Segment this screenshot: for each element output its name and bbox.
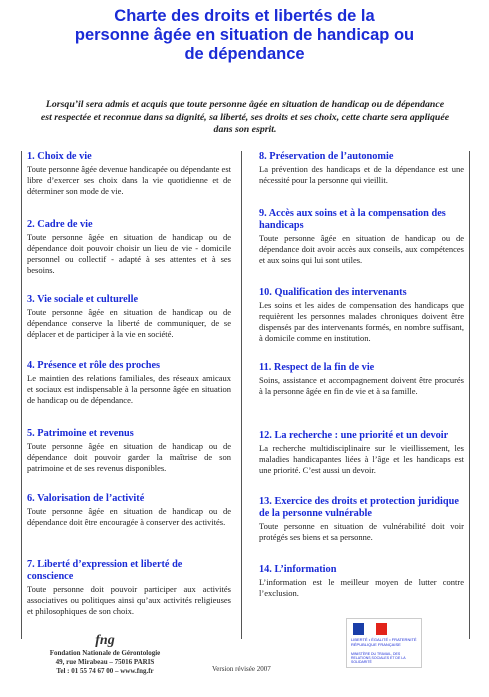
ministry-name: MINISTÈRE DU TRAVAIL, DES RELATIONS SOCIALES ET DE LA SOLIDARITÉ (351, 652, 406, 664)
article-text: L’information est le meilleur moyen de lutter contre l’exclusion. (259, 577, 464, 598)
article-7 (27, 559, 231, 617)
article-text: Toute personne doit pouvoir participer aux activités associatives ou politiques ainsi qu’aux activités religieuses et philosophiques de son choix. (27, 584, 231, 616)
republic-label: LIBERTÉ • ÉGALITÉ • FRATERNITÉ RÉPUBLIQUE FRANÇAISE (351, 637, 417, 647)
article-title: 11. Respect de la fin de vie (259, 362, 375, 373)
article-title: 4. Présence et rôle des proches (27, 360, 161, 371)
article-6 (27, 493, 231, 528)
article-text: Soins, assistance et accompagnement doivent être procurés à la personne âgée en fin de vie et à sa famille. (259, 375, 464, 396)
article-1 (27, 151, 231, 197)
article-title: 1. Choix de vie (27, 151, 92, 162)
article-title: 2. Cadre de vie (27, 219, 93, 230)
divider-middle (241, 151, 242, 639)
article-title: 9. Accès aux soins et à la compensation des handicaps (259, 208, 446, 231)
article-14 (259, 564, 464, 599)
article-text: La prévention des handicaps et de la dépendance est une nécessité pour la personne qui vieillit. (259, 164, 464, 185)
article-13 (259, 496, 464, 543)
article-text: Toute personne en situation de vulnérabilité doit voir protégés ses biens et sa personne. (259, 521, 464, 542)
article-text: Toute personne âgée en situation de handicap ou de dépendance doit pouvoir garder la maîtrise de son patrimoine et de ses revenus disponibles. (27, 441, 231, 473)
title-line-2: personne âgée en situation de handicap ou (74, 26, 415, 44)
article-title: 12. La recherche : une priorité et un devoir (259, 430, 449, 441)
article-title: 6. Valorisation de l’activité (27, 493, 145, 504)
article-12 (259, 430, 464, 476)
title-line-1: Charte des droits et libertés de la (114, 7, 375, 25)
article-10 (259, 287, 464, 344)
article-text: Toute personne âgée en situation de handicap ou de dépendance doit être encouragée à conserver des activités. (27, 506, 231, 527)
org-address: 49, rue Mirabeau – 75016 PARIS (55, 658, 155, 666)
article-8 (259, 151, 464, 186)
french-flag-icon (353, 623, 387, 635)
article-text: La recherche multidisciplinaire sur le vieillissement, les maladies handicapantes liées à l’âge et les handicaps est une priorité. C’est aussi un devoir. (259, 443, 464, 475)
article-3 (27, 294, 231, 340)
divider-left (21, 151, 22, 639)
org-name: Fondation Nationale de Gérontologie (49, 649, 161, 657)
article-5 (27, 428, 231, 474)
flag-blue (353, 623, 364, 635)
article-text: Toute personne âgée devenue handicapée ou dépendante est libre d’exercer ses choix dans la vie quotidienne et de déterminer son mode de vie. (27, 164, 231, 196)
article-text: Le maintien des relations familiales, des réseaux amicaux et sociaux est indispensable à la personne âgée en situation de handicap ou de dépendance. (27, 373, 231, 405)
article-title: 13. Exercice des droits et protection juridique de la personne vulnérable (259, 496, 459, 519)
article-4 (27, 360, 231, 406)
flag-red (376, 623, 387, 635)
ministry-logo (346, 618, 422, 668)
article-title: 5. Patrimoine et revenus (27, 428, 134, 439)
version-text: Version révisée 2007 (212, 665, 271, 673)
article-title: 3. Vie sociale et culturelle (27, 294, 139, 305)
intro-paragraph: Lorsqu’il sera admis et acquis que toute personne âgée en situation de handicap ou de dépendance est respectée et reconnue dans sa dignité, sa liberté, ses droits et ses choix, cette charte sera appliquée dans son esprit. (40, 99, 450, 135)
fng-logo: fng (95, 633, 115, 648)
fng-footer (30, 633, 180, 676)
article-text: Toute personne âgée en situation de handicap ou de dépendance doit pouvoir choisir un lieu de vie - domicile personnel ou collectif - adapté à ses attentes et à ses besoins. (27, 232, 231, 275)
page-title (0, 7, 489, 64)
org-contact: Tel : 01 55 74 67 00 – www.fng.fr (56, 667, 154, 675)
title-line-3: de dépendance (184, 45, 305, 63)
article-2 (27, 219, 231, 276)
divider-right (469, 151, 470, 639)
article-9 (259, 208, 464, 266)
article-text: Toute personne âgée en situation de handicap ou de dépendance conserve la liberté de communiquer, de se déplacer et de participer à la vie en société. (27, 307, 231, 339)
article-title: 7. Liberté d’expression et liberté de conscience (27, 559, 183, 582)
article-title: 8. Préservation de l’autonomie (259, 151, 394, 162)
flag-white (364, 623, 375, 635)
article-text: Toute personne âgée en situation de handicap ou de dépendance doit avoir accès aux conseils, aux compétences et aux soins qui lui sont utiles. (259, 233, 464, 265)
article-text: Les soins et les aides de compensation des handicaps que requièrent les personnes malades chroniques doivent être dispensés par des intervenants formés, en nombre suffisant, à domicile comme en institution. (259, 300, 464, 343)
article-title: 14. L’information (259, 564, 337, 575)
article-title: 10. Qualification des intervenants (259, 287, 407, 298)
article-11 (259, 362, 464, 397)
